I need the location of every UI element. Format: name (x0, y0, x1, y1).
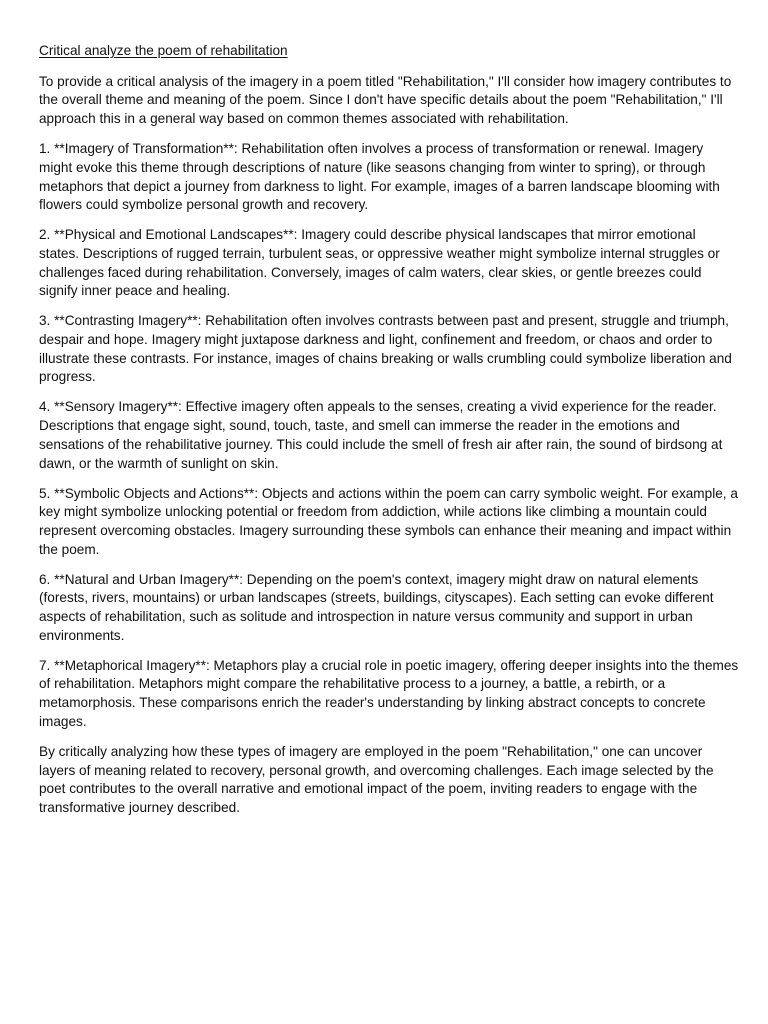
document-page (39, 42, 739, 829)
point-paragraph-6: 6. **Natural and Urban Imagery**: Depending on the poem's context, imagery might draw on natural elements (forests, rivers, mountains) or urban landscapes (streets, buildings, cityscapes). Each setting can evoke different aspects of rehabilitation, such as solitude and introspection in nature versus community and support in urban environments. (39, 571, 714, 643)
point-paragraph-4: 4. **Sensory Imagery**: Effective imagery often appeals to the senses, creating a vivid experience for the reader. Descriptions that engage sight, sound, touch, taste, and smell can immerse the reader in the emotions and sensations of the rehabilitative journey. This could include the smell of fresh air after rain, the sound of birdsong at dawn, or the warmth of sunlight on skin. (39, 399, 723, 471)
point-paragraph-3: 3. **Contrasting Imagery**: Rehabilitation often involves contrasts between past and present, struggle and triumph, despair and hope. Imagery might juxtapose darkness and light, confinement and freedom, or chaos and order to illustrate these contrasts. For instance, images of chains breaking or walls crumbling could symbolize liberation and progress. (39, 313, 732, 385)
point-paragraph-1: 1. **Imagery of Transformation**: Rehabilitation often involves a process of transformation or renewal. Imagery might evoke this theme through descriptions of nature (like seasons changing from winter to spring), or through metaphors that depict a journey from darkness to light. For example, images of a barren landscape blooming with flowers could symbolize personal growth and recovery. (39, 141, 720, 213)
conclusion-paragraph: By critically analyzing how these types of imagery are employed in the poem "Rehabilitation," one can uncover layers of meaning related to recovery, personal growth, and overcoming challenges. Each image selected by the poet contributes to the overall narrative and emotional impact of the poem, inviting readers to engage with the transformative journey described. (39, 743, 714, 815)
point-paragraph-7: 7. **Metaphorical Imagery**: Metaphors play a crucial role in poetic imagery, offering deeper insights into the themes of rehabilitation. Metaphors might compare the rehabilitative process to a journey, a battle, a rebirth, or a metamorphosis. These comparisons enrich the reader's understanding by linking abstract concepts to concrete images. (39, 657, 739, 729)
point-paragraph-5: 5. **Symbolic Objects and Actions**: Objects and actions within the poem can carry symbolic weight. For example, a key might symbolize unlocking potential or freedom from addiction, while actions like climbing a mountain could represent overcoming obstacles. Imagery surrounding these symbols can enhance their meaning and impact within the poem. (39, 485, 738, 557)
point-paragraph-2: 2. **Physical and Emotional Landscapes**: Imagery could describe physical landscapes that mirror emotional states. Descriptions of rugged terrain, turbulent seas, or oppressive weather might symbolize internal struggles or challenges faced during rehabilitation. Conversely, images of calm waters, clear skies, or gentle breezes could signify inner peace and healing. (39, 227, 720, 299)
document-title: Critical analyze the poem of rehabilitation (39, 43, 288, 58)
intro-paragraph: To provide a critical analysis of the imagery in a poem titled "Rehabilitation," I'll consider how imagery contributes to the overall theme and meaning of the poem. Since I don't have specific details about the poem "Rehabilitation," I'll approach this in a general way based on common themes associated with rehabilitation. (39, 73, 732, 127)
